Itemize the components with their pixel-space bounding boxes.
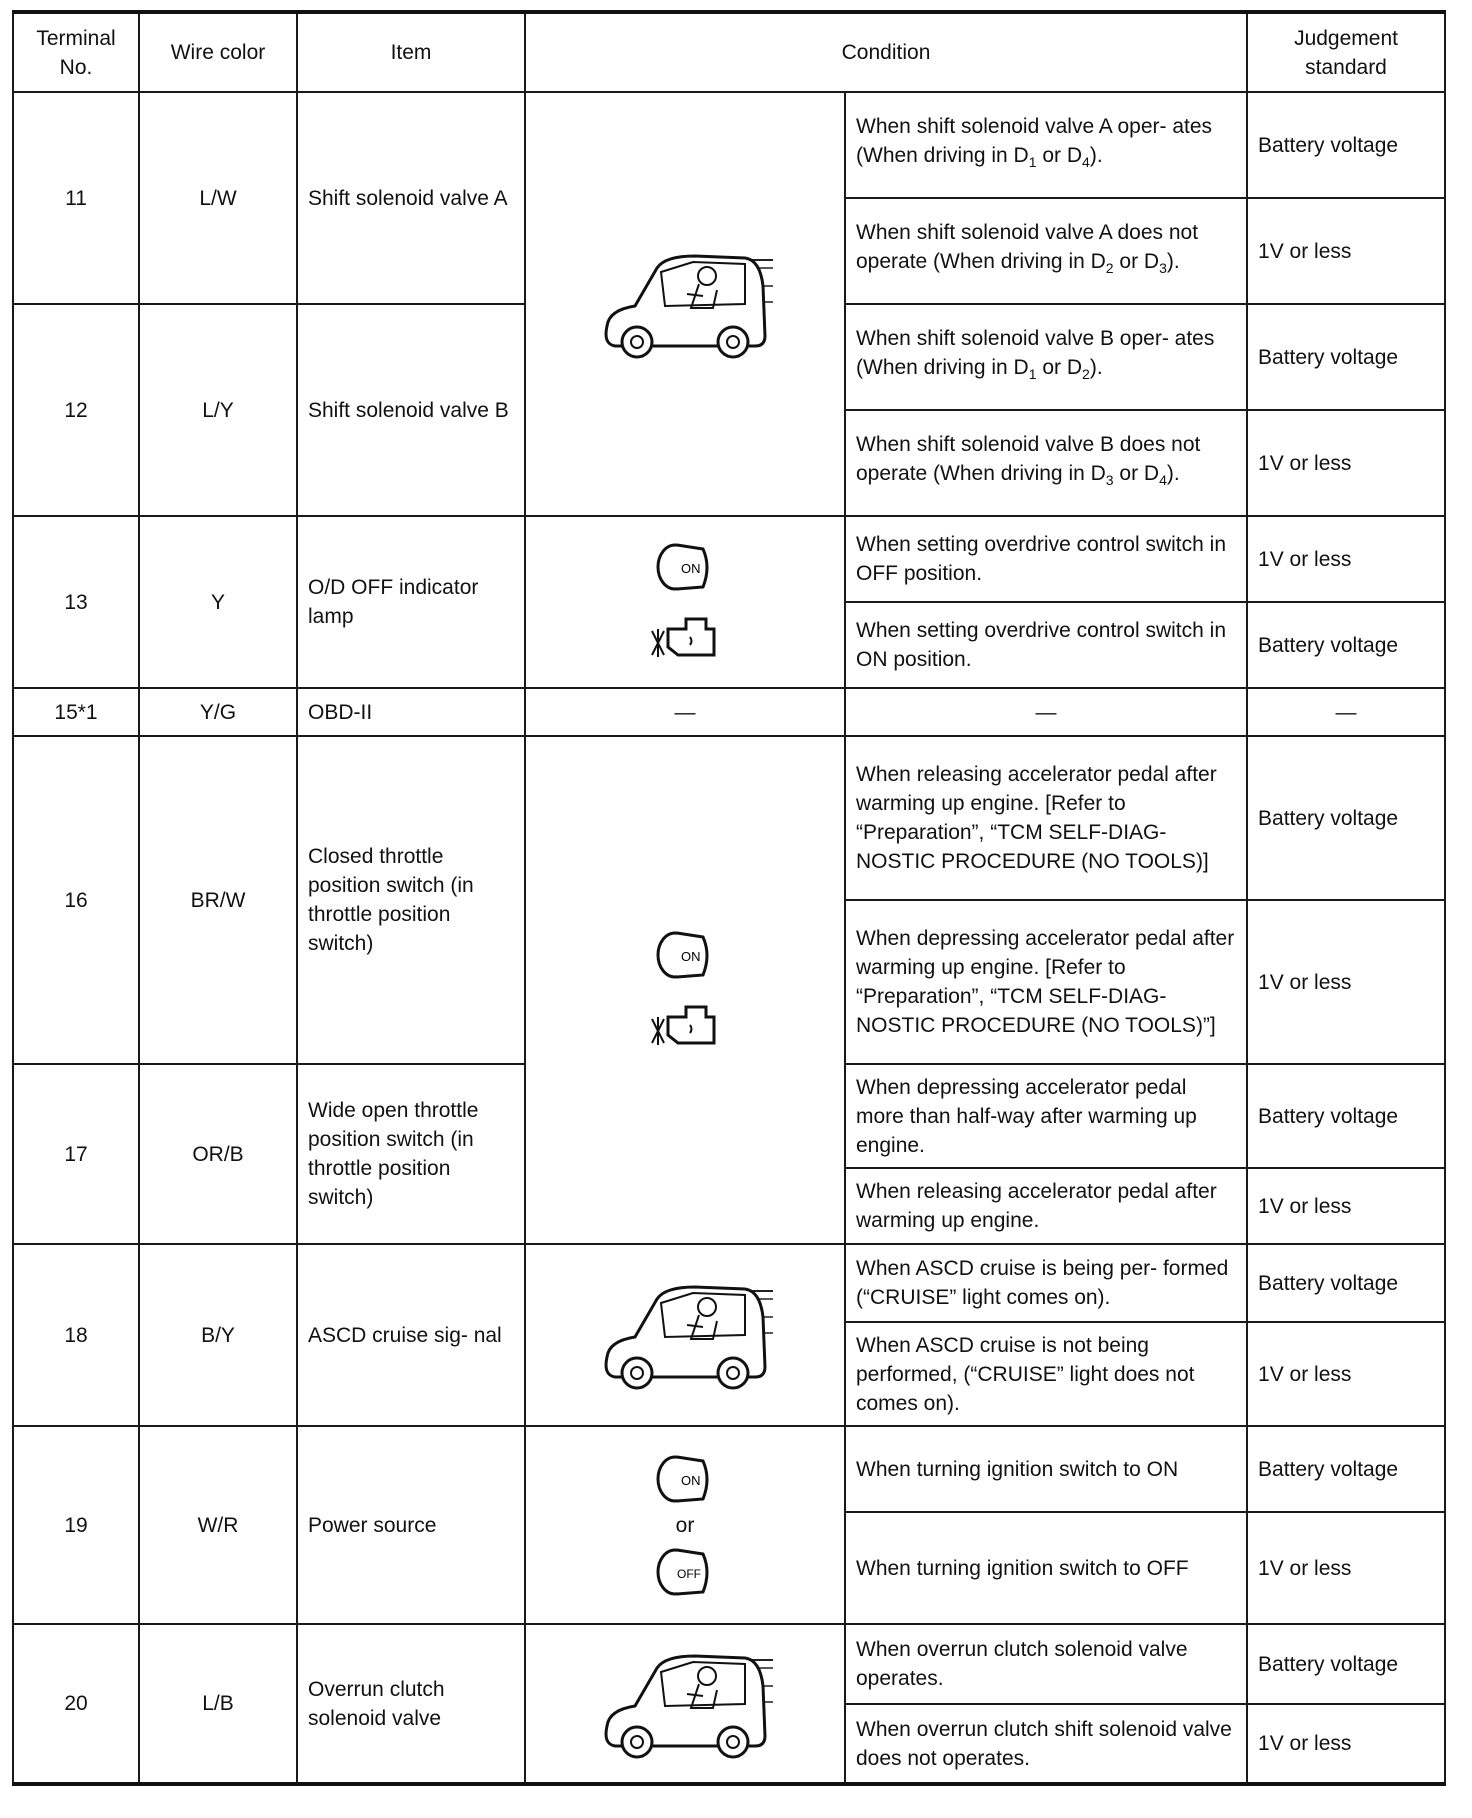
terminal-no: 16 (13, 736, 139, 1064)
header-judgement: Judgement standard (1247, 12, 1445, 92)
judgement-value: 1V or less (1247, 1704, 1445, 1784)
ignition-key-on-icon (655, 1453, 715, 1505)
table-row (13, 688, 1445, 736)
wire-color: L/W (139, 92, 297, 304)
condition-text: When shift solenoid valve A does not operate (When driving in $D_2$ or $D_3$). (845, 198, 1247, 304)
wire-color: BR/W (139, 736, 297, 1064)
judgement-value: Battery voltage (1247, 602, 1445, 688)
judgement-value: 1V or less (1247, 410, 1445, 516)
svg-text:OFF: OFF (677, 1566, 701, 1581)
wire-color: L/B (139, 1624, 297, 1784)
header-condition: Condition (525, 12, 1247, 92)
table-row (13, 516, 1445, 602)
svg-text:ON: ON (681, 561, 701, 576)
driving-car-figure (525, 1244, 845, 1426)
judgement-value: Battery voltage (1247, 1624, 1445, 1704)
svg-text:ON: ON (681, 1472, 701, 1488)
item-name: Overrun clutch solenoid valve (297, 1624, 525, 1784)
ignition-key-on-icon (655, 929, 715, 981)
judgement-value: Battery voltage (1247, 1244, 1445, 1322)
engine-running-icon (650, 611, 720, 663)
judgement-value: Battery voltage (1247, 304, 1445, 410)
condition-text: When shift solenoid valve A oper- ates (When driving in $D_1$ or $D_4$). (845, 92, 1247, 198)
terminal-no: 12 (13, 304, 139, 516)
wire-color: W/R (139, 1426, 297, 1624)
judgement-value: 1V or less (1247, 1168, 1445, 1244)
table-row (13, 92, 1445, 198)
or-label: or (675, 1513, 695, 1537)
condition-text: When shift solenoid valve B does not operate (When driving in $D_3$ or $D_4$). (845, 410, 1247, 516)
car-driving-icon (595, 246, 775, 362)
item-name: ASCD cruise sig- nal (297, 1244, 525, 1426)
wire-color: B/Y (139, 1244, 297, 1426)
ignition-engine-figure (525, 736, 845, 1244)
judgement-value: Battery voltage (1247, 1426, 1445, 1512)
terminal-no: 13 (13, 516, 139, 688)
judgement-value: 1V or less (1247, 198, 1445, 304)
item-name: Wide open throttle position switch (in throttle position switch) (297, 1064, 525, 1244)
ignition-key-on-icon (655, 541, 715, 593)
judgement-value: 1V or less (1247, 900, 1445, 1064)
condition-text: When ASCD cruise is being per- formed (“CRUISE” light comes on). (845, 1244, 1247, 1322)
terminal-no: 17 (13, 1064, 139, 1244)
condition-text: When shift solenoid valve B oper- ates (When driving in $D_1$ or $D_2$). (845, 304, 1247, 410)
ignition-engine-figure (525, 516, 845, 688)
terminal-no: 18 (13, 1244, 139, 1426)
condition-text: When turning ignition switch to ON (845, 1426, 1247, 1512)
ignition-key-figure (525, 1426, 845, 1624)
terminal-spec-table (12, 10, 1446, 1786)
item-name: Closed throttle position switch (in throttle position switch) (297, 736, 525, 1064)
item-name: OBD-II (297, 688, 525, 736)
terminal-no: 19 (13, 1426, 139, 1624)
header-row (13, 12, 1445, 92)
terminal-no: 15*1 (13, 688, 139, 736)
header-wire-color: Wire color (139, 12, 297, 92)
header-item: Item (297, 12, 525, 92)
condition-text: When setting overdrive control switch in ON position. (845, 602, 1247, 688)
table-row (13, 1426, 1445, 1512)
condition-text: When releasing accelerator pedal after warming up engine. (845, 1168, 1247, 1244)
engine-running-icon (650, 999, 720, 1051)
figure-dash: — (525, 688, 845, 736)
judgement-value: 1V or less (1247, 1322, 1445, 1426)
item-name: Power source (297, 1426, 525, 1624)
judgement-value: Battery voltage (1247, 736, 1445, 900)
driving-car-figure (525, 92, 845, 516)
car-driving-icon (595, 1646, 775, 1762)
condition-text: When overrun clutch shift solenoid valve does not operates. (845, 1704, 1247, 1784)
condition-text: When overrun clutch solenoid valve operates. (845, 1624, 1247, 1704)
condition-text: When ASCD cruise is not being performed, (“CRUISE” light does not comes on). (845, 1322, 1247, 1426)
header-terminal: Terminal No. (13, 12, 139, 92)
judgement-value: Battery voltage (1247, 92, 1445, 198)
svg-text:ON: ON (681, 949, 701, 964)
judgement-value: 1V or less (1247, 1512, 1445, 1624)
judgement-value: Battery voltage (1247, 1064, 1445, 1168)
terminal-no: 11 (13, 92, 139, 304)
driving-car-figure (525, 1624, 845, 1784)
condition-text: When releasing accelerator pedal after warming up engine. [Refer to “Preparation”, “TCM SELF-DIAG- NOSTIC PROCEDURE (NO TOOLS)] (845, 736, 1247, 900)
table-row (13, 1624, 1445, 1704)
item-name: Shift solenoid valve A (297, 92, 525, 304)
terminal-no: 20 (13, 1624, 139, 1784)
table-row (13, 1244, 1445, 1322)
wire-color: L/Y (139, 304, 297, 516)
judgement-value: 1V or less (1247, 516, 1445, 602)
wire-color: OR/B (139, 1064, 297, 1244)
item-name: Shift solenoid valve B (297, 304, 525, 516)
judgement-value: — (1247, 688, 1445, 736)
table-row (13, 736, 1445, 900)
condition-text: When setting overdrive control switch in OFF position. (845, 516, 1247, 602)
item-name: O/D OFF indicator lamp (297, 516, 525, 688)
ignition-key-off-icon (655, 1546, 715, 1598)
condition-text: — (845, 688, 1247, 736)
wire-color: Y/G (139, 688, 297, 736)
condition-text: When depressing accelerator pedal more than half-way after warming up engine. (845, 1064, 1247, 1168)
car-driving-icon (595, 1277, 775, 1393)
condition-text: When turning ignition switch to OFF (845, 1512, 1247, 1624)
condition-text: When depressing accelerator pedal after warming up engine. [Refer to “Preparation”, “TCM SELF-DIAG- NOSTIC PROCEDURE (NO TOOLS)”] (845, 900, 1247, 1064)
wire-color: Y (139, 516, 297, 688)
